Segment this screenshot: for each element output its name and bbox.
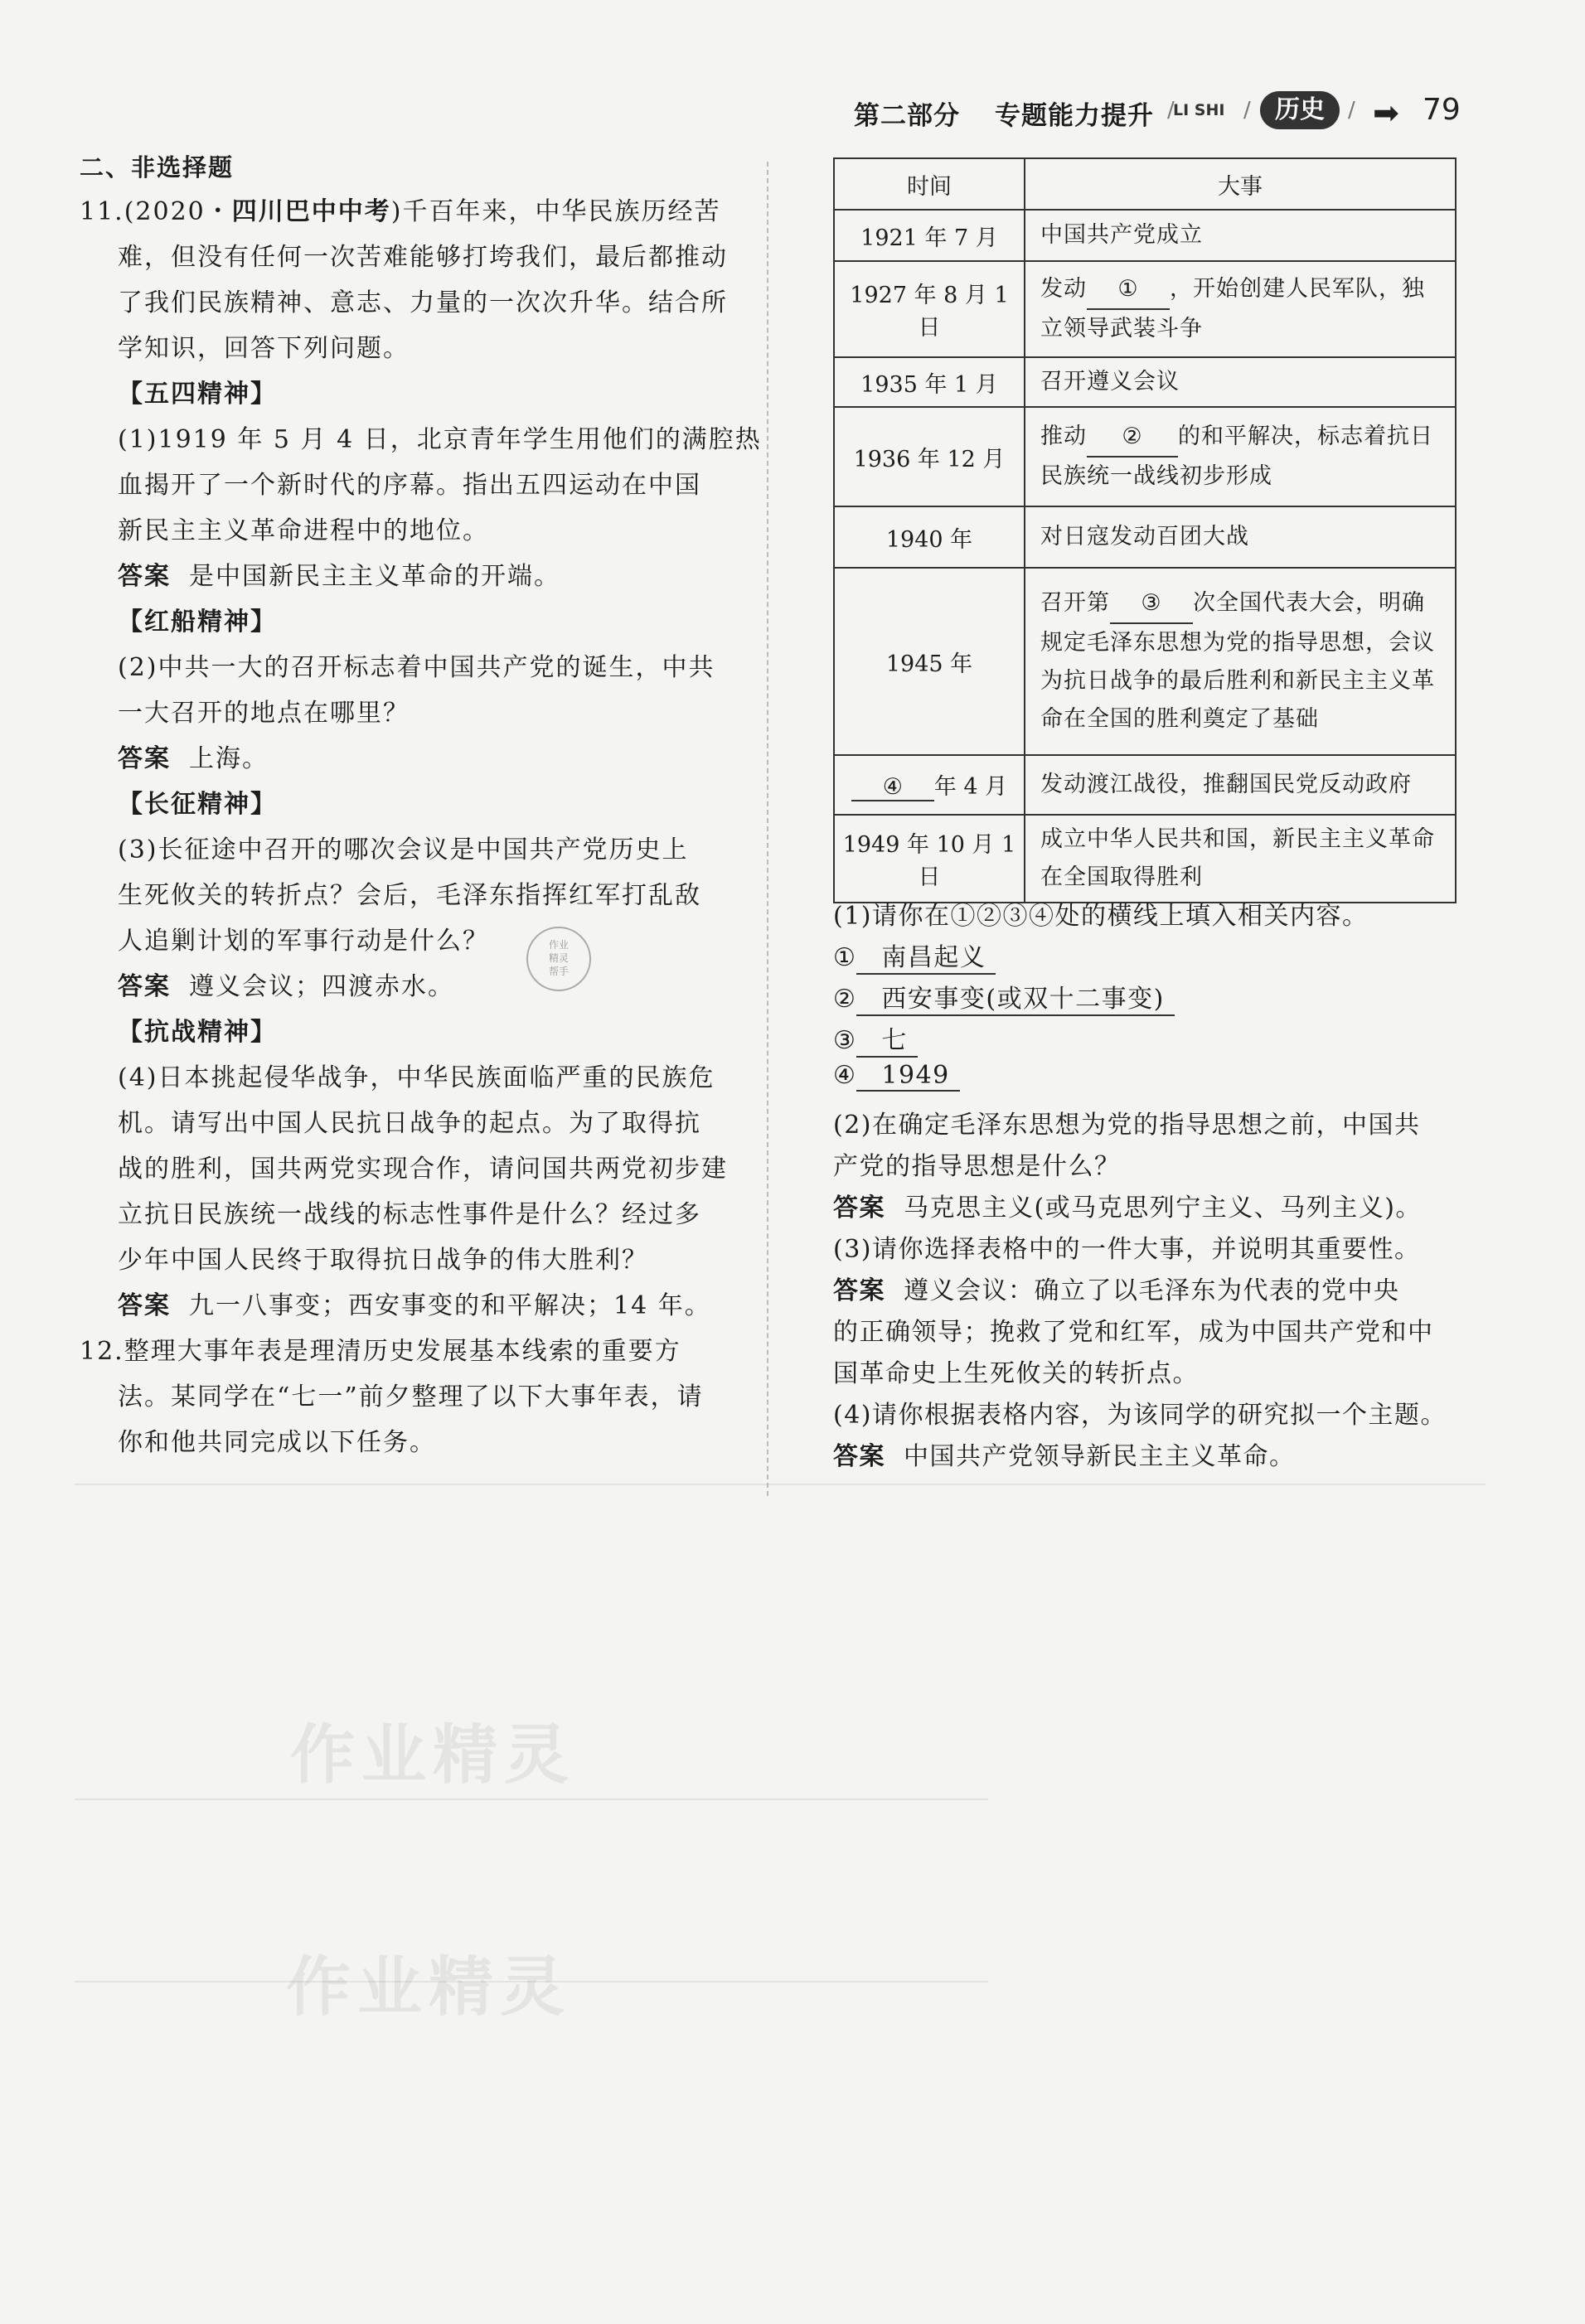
q11-first-line bbox=[80, 191, 721, 227]
answer-text: 是中国新民主主义革命的开端。 bbox=[189, 562, 560, 591]
events-table bbox=[833, 157, 1457, 903]
question-line: (2)在确定毛泽东思想为党的指导思想之前，中国共 bbox=[833, 1111, 1421, 1140]
fill-value: 南昌起义 bbox=[856, 937, 996, 975]
question-line: 战的胜利，国共两党实现合作，请问国共两党初步建 bbox=[118, 1155, 728, 1184]
fill-mark: ④ bbox=[833, 1061, 857, 1090]
fill-mark: ② bbox=[833, 985, 857, 1014]
answer-text: 遵义会议：确立了以毛泽东为代表的党中央 bbox=[904, 1276, 1400, 1305]
part-tag: 【长征精神】 bbox=[118, 790, 277, 819]
answer-text: 遵义会议；四渡赤水。 bbox=[189, 972, 454, 1001]
time-cell: 1940 年 bbox=[834, 506, 1025, 568]
event-cell bbox=[1025, 261, 1456, 357]
event-cell: 成立中华人民共和国，新民主主义革命在全国取得胜利 bbox=[1025, 815, 1456, 903]
question-line: (3)请你选择表格中的一件大事，并说明其重要性。 bbox=[833, 1235, 1421, 1264]
answer-text: 国革命史上生死攸关的转折点。 bbox=[833, 1359, 1199, 1388]
time-cell: 1945 年 bbox=[834, 568, 1025, 755]
time-cell: 1949 年 10 月 1 日 bbox=[834, 815, 1025, 903]
time-text: 年 4 月 bbox=[933, 774, 1008, 800]
question-line: (4)请你根据表格内容，为该同学的研究拟一个主题。 bbox=[833, 1401, 1447, 1430]
watermark: 作业精灵 bbox=[290, 1718, 576, 1793]
q12-stem: 法。某同学在“七一”前夕整理了以下大事年表，请 bbox=[118, 1382, 704, 1411]
answer-line bbox=[833, 1270, 1400, 1306]
answer-text: 马克思主义(或马克思列宁主义、马列主义)。 bbox=[904, 1193, 1422, 1223]
answer-label: 答案 bbox=[833, 1193, 885, 1223]
event-cell: 召开遵义会议 bbox=[1025, 357, 1456, 407]
blank-slot: ① bbox=[1087, 270, 1170, 310]
answer-text: 上海。 bbox=[189, 744, 269, 773]
event-text: 发动 bbox=[1040, 276, 1087, 302]
column-divider bbox=[767, 162, 768, 1496]
question-line: (1)1919 年 5 月 4 日，北京青年学生用他们的满腔热 bbox=[118, 425, 762, 454]
page-number: 79 bbox=[1423, 93, 1461, 127]
fill-answer bbox=[833, 1019, 918, 1058]
event-text: 的和平解决，标志着抗日民族统一战线初步形成 bbox=[1040, 424, 1433, 489]
answer-text: 的正确领导；挽救了党和红军，成为中国共产党和中 bbox=[833, 1318, 1434, 1347]
header-pinyin: LI SHI bbox=[1173, 101, 1225, 119]
blank-slot: ③ bbox=[1110, 584, 1193, 624]
question-line: 立抗日民族统一战线的标志性事件是什么？经过多 bbox=[118, 1200, 701, 1229]
fill-answer bbox=[833, 1061, 960, 1092]
q11-source: 四川巴中中考 bbox=[231, 197, 391, 226]
question-line: (1)请你在①②③④处的横线上填入相关内容。 bbox=[833, 902, 1369, 931]
question-line: 人追剿计划的军事行动是什么？ bbox=[118, 927, 489, 956]
blank-slot: ② bbox=[1087, 418, 1178, 458]
section-title: 二、非选择题 bbox=[80, 153, 235, 182]
q11-stem: 千百年来，中华民族历经苦 bbox=[402, 197, 721, 226]
time-cell: 1936 年 12 月 bbox=[834, 407, 1025, 506]
fill-answer bbox=[833, 978, 1175, 1016]
table-row bbox=[834, 815, 1456, 903]
question-line: 少年中国人民终于取得抗日战争的伟大胜利？ bbox=[118, 1246, 648, 1275]
q11-stem: 了我们民族精神、意志、力量的一次次升华。结合所 bbox=[118, 288, 728, 317]
answer-label: 答案 bbox=[833, 1442, 885, 1471]
question-line: 新民主主义革命进程中的地位。 bbox=[118, 516, 489, 545]
event-cell bbox=[1025, 568, 1456, 755]
fill-answer bbox=[833, 937, 996, 975]
fill-mark: ① bbox=[833, 943, 857, 972]
q12-number: 12. bbox=[80, 1337, 124, 1366]
question-line: 血揭开了一个新时代的序幕。指出五四运动在中国 bbox=[118, 471, 701, 500]
header-part: 第二部分 bbox=[854, 101, 960, 131]
event-text: 推动 bbox=[1040, 424, 1087, 449]
fill-value: 1949 bbox=[856, 1061, 959, 1092]
header-slash: / bbox=[1167, 98, 1175, 123]
stamp-icon bbox=[526, 927, 591, 991]
table-row bbox=[834, 568, 1456, 755]
header-slash: / bbox=[1348, 98, 1355, 123]
table-row bbox=[834, 506, 1456, 568]
fill-mark: ③ bbox=[833, 1026, 857, 1055]
time-cell bbox=[834, 755, 1025, 815]
event-text: 次全国代表大会，明确规定毛泽东思想为党的指导思想，会议为抗日战争的最后胜利和新民主主义革命在全国的胜利奠定了基础 bbox=[1040, 590, 1435, 732]
table-row bbox=[834, 261, 1456, 357]
part-tag: 【抗战精神】 bbox=[118, 1018, 277, 1047]
stamp-line: 精灵 bbox=[548, 952, 569, 964]
event-cell: 发动渡江战役，推翻国民党反动政府 bbox=[1025, 755, 1456, 815]
answer-line bbox=[833, 1187, 1422, 1223]
stamp-line: 帮手 bbox=[548, 966, 569, 977]
table-header: 大事 bbox=[1025, 158, 1456, 210]
question-line: 生死攸关的转折点？会后，毛泽东指挥红军打乱敌 bbox=[118, 881, 701, 910]
time-cell: 1927 年 8 月 1 日 bbox=[834, 261, 1025, 357]
stamp-line: 作业 bbox=[548, 939, 569, 951]
fill-value: 西安事变(或双十二事变) bbox=[856, 978, 1174, 1016]
answer-label: 答案 bbox=[833, 1276, 885, 1305]
subject-badge: 历史 bbox=[1260, 91, 1340, 129]
table-row bbox=[834, 407, 1456, 506]
event-cell: 对日寇发动百团大战 bbox=[1025, 506, 1456, 568]
blank-slot: ④ bbox=[851, 774, 934, 801]
q12-stem: 你和他共同完成以下任务。 bbox=[118, 1428, 436, 1457]
part-tag: 【五四精神】 bbox=[118, 380, 277, 409]
answer-text: 中国共产党领导新民主主义革命。 bbox=[904, 1442, 1296, 1471]
fill-value: 七 bbox=[856, 1019, 918, 1058]
event-cell bbox=[1025, 407, 1456, 506]
q11-stem: 难，但没有任何一次苦难能够打垮我们，最后都推动 bbox=[118, 243, 728, 272]
part-tag: 【红船精神】 bbox=[118, 608, 277, 637]
table-row bbox=[834, 210, 1456, 261]
question-line: (4)日本挑起侵华战争，中华民族面临严重的民族危 bbox=[118, 1063, 715, 1092]
bleed-line bbox=[75, 1484, 1486, 1485]
event-cell: 中国共产党成立 bbox=[1025, 210, 1456, 261]
answer-line bbox=[833, 1436, 1296, 1472]
question-line: (3)长征途中召开的哪次会议是中国共产党历史上 bbox=[118, 835, 689, 864]
header-slash: / bbox=[1243, 98, 1251, 123]
question-line: 一大召开的地点在哪里？ bbox=[118, 699, 410, 728]
answer-line bbox=[118, 738, 269, 774]
answer-label: 答案 bbox=[118, 972, 171, 1001]
q12-first-line bbox=[80, 1330, 681, 1367]
q11-stem: 学知识，回答下列问题。 bbox=[118, 334, 410, 363]
table-header: 时间 bbox=[834, 158, 1025, 210]
header-topic: 专题能力提升 bbox=[995, 101, 1154, 131]
event-text: ，开始创建人民军队，独立领导武装斗争 bbox=[1040, 276, 1425, 341]
answer-line bbox=[118, 1285, 711, 1321]
q11-source-open: (2020・ bbox=[124, 197, 232, 226]
answer-label: 答案 bbox=[118, 744, 171, 773]
question-line: 机。请写出中国人民抗日战争的起点。为了取得抗 bbox=[118, 1109, 701, 1138]
time-cell: 1935 年 1 月 bbox=[834, 357, 1025, 407]
answer-text: 九一八事变；西安事变的和平解决；14 年。 bbox=[189, 1291, 711, 1320]
answer-line bbox=[118, 555, 560, 592]
q12-stem: 整理大事年表是理清历史发展基本线索的重要方 bbox=[124, 1337, 681, 1366]
answer-line bbox=[118, 966, 454, 1002]
question-line: 产党的指导思想是什么？ bbox=[833, 1152, 1121, 1181]
table-row bbox=[834, 357, 1456, 407]
answer-label: 答案 bbox=[118, 562, 171, 591]
table-header-row bbox=[834, 158, 1456, 210]
q11-source-close: ) bbox=[390, 197, 403, 226]
time-cell: 1921 年 7 月 bbox=[834, 210, 1025, 261]
arrow-icon: ➡ bbox=[1373, 94, 1399, 131]
question-line: (2)中共一大的召开标志着中国共产党的诞生，中共 bbox=[118, 653, 715, 682]
event-text: 召开第 bbox=[1040, 590, 1110, 616]
watermark: 作业精灵 bbox=[286, 1950, 572, 2025]
q11-number: 11. bbox=[80, 197, 124, 226]
page-header bbox=[854, 90, 1484, 136]
answer-label: 答案 bbox=[118, 1291, 171, 1320]
table-row bbox=[834, 755, 1456, 815]
bleed-line bbox=[75, 1799, 988, 1800]
